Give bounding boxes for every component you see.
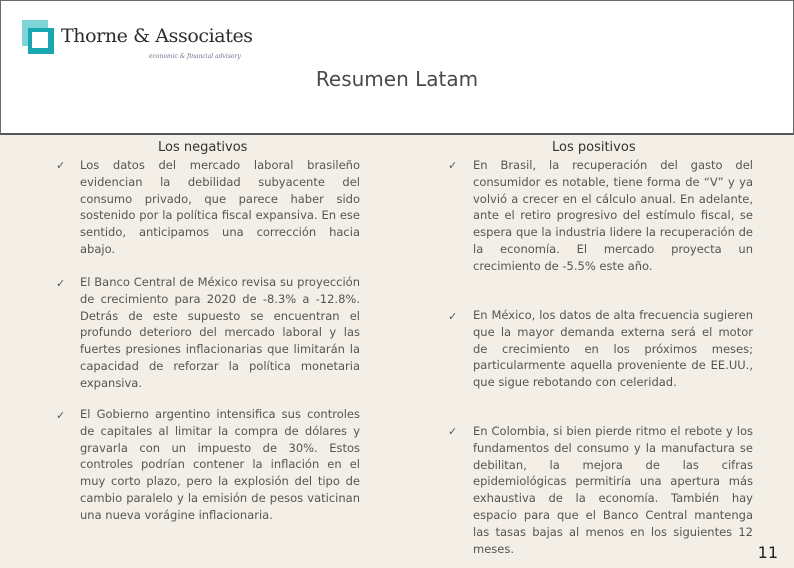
positive-item: En México, los datos de alta frecuencia sugieren que la mayor demanda externa será el motor de crecimiento en los próximos meses; particularmente aquella proveniente de EE.UU., que sigue rebotando con celeridad. <box>473 308 753 390</box>
page-number: 11 <box>757 543 778 562</box>
slide-header <box>0 0 794 135</box>
check-icon: ✓ <box>56 159 66 172</box>
page-title: Resumen Latam <box>315 67 479 91</box>
positive-item: En Colombia, si bien pierde ritmo el rebote y los fundamentos del consumo y la manufactura se debilitan, la mejora de las cifras epidemiológicas permitiría una apertura más exhaustiva de la economía. También hay espacio para que el Banco Central mantenga las tasas bajas al menos en los siguientes 12 meses. <box>473 424 753 556</box>
check-icon: ✓ <box>448 310 458 323</box>
negatives-heading: Los negativos <box>158 140 248 155</box>
negative-item: El Banco Central de México revisa su proyección de crecimiento para 2020 de -8.3% a -12.8%. Detrás de este supuesto se encuentran el profundo deterioro del mercado laboral y las fuertes presiones inflacionarias que limitarán la capacidad de reforzar la política monetaria expansiva. <box>80 275 360 390</box>
check-icon: ✓ <box>56 409 66 422</box>
check-icon: ✓ <box>448 159 458 172</box>
brand-name: Thorne & Associates <box>61 25 253 47</box>
check-icon: ✓ <box>56 277 66 290</box>
positives-heading: Los positivos <box>552 140 636 155</box>
check-icon: ✓ <box>448 425 458 438</box>
positive-item: En Brasil, la recuperación del gasto del consumidor es notable, tiene forma de “V” y ya volvió a crecer en el cálculo anual. En adelante, ante el retiro progresivo del estímulo fiscal, se espera que la industria lidere la recuperación de la economía. El mercado proyecta un crecimiento de -5.5% este año. <box>473 158 753 273</box>
negative-item: El Gobierno argentino intensifica sus controles de capitales al limitar la compra de dólares y gravarla con un impuesto de 30%. Estos controles podrían contener la inflación en el muy corto plazo, pero la explosión del tipo de cambio paralelo y la emisión de pesos vaticinan una nueva vorágine inflacionaria. <box>80 407 360 522</box>
brand-tagline: economic & financial advisory <box>149 53 241 60</box>
logo-icon <box>22 20 54 54</box>
negative-item: Los datos del mercado laboral brasileño evidencian la debilidad subyacente del consumo privado, que parece haber sido sostenido por la política fiscal expansiva. En ese sentido, anticipamos una corrección hacia abajo. <box>80 158 360 256</box>
